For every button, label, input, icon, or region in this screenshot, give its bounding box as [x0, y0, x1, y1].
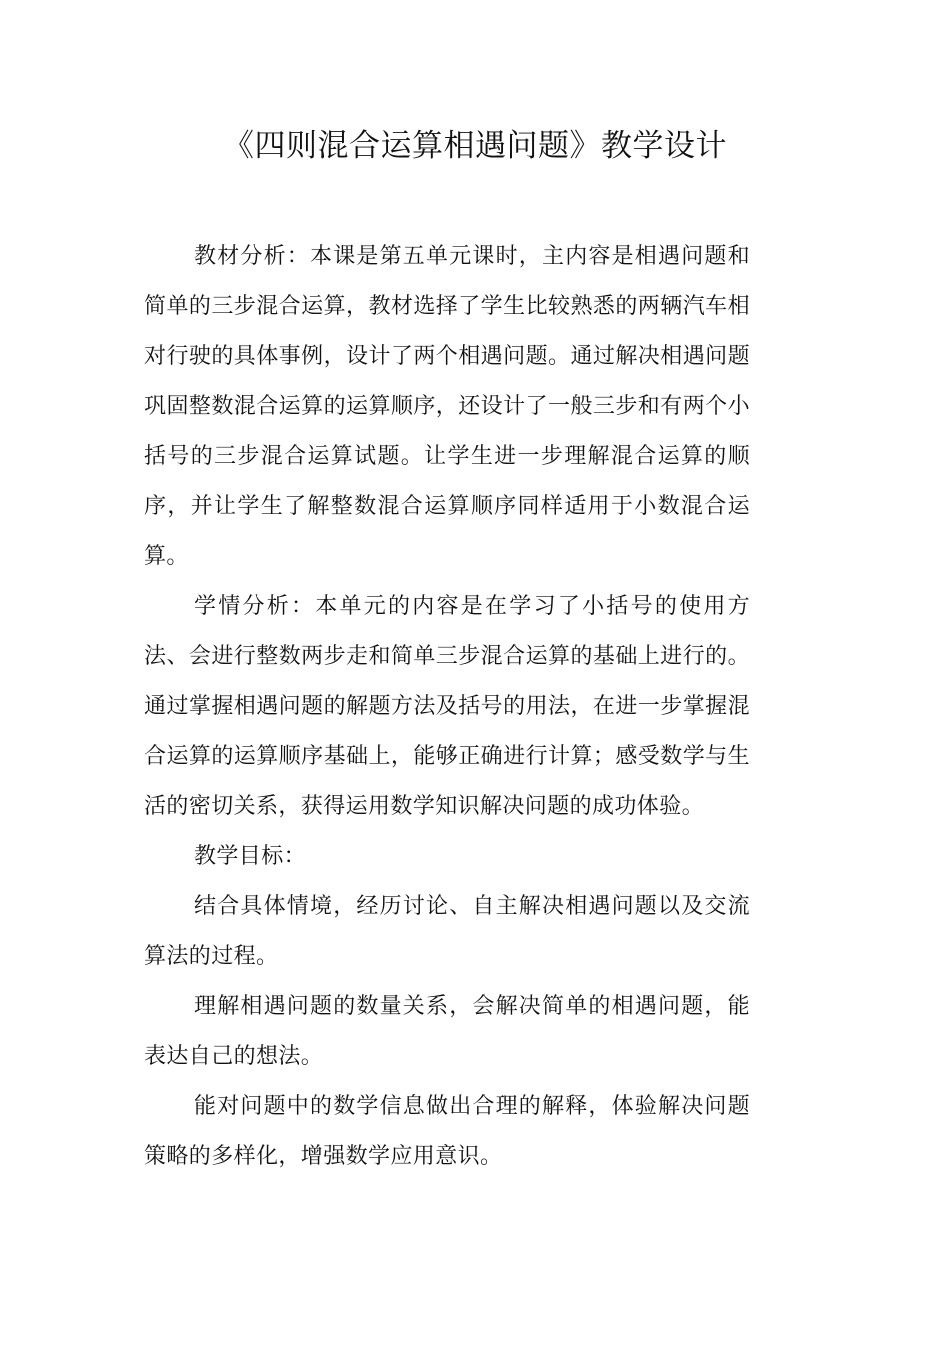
document-body: [144, 232, 750, 1182]
paragraph-teaching-goals-heading: 教学目标：: [194, 844, 307, 869]
paragraph-goal-3: 能对问题中的数学信息做出合理的解释，体验解决问题策略的多样化，增强数学应用意识。: [144, 1094, 750, 1169]
paragraph-goal-2: 理解相遇问题的数量关系，会解决简单的相遇问题，能表达自己的想法。: [144, 994, 750, 1069]
paragraph-learner-analysis: 学情分析：本单元的内容是在学习了小括号的使用方法、会进行整数两步走和简单三步混合运算的基础上进行的。通过掌握相遇问题的解题方法及括号的用法，在进一步掌握混合运算的运算顺序基础上，能够正确进行计算；感受数学与生活的密切关系，获得运用数学知识解决问题的成功体验。: [144, 594, 750, 819]
paragraph-goal-1: 结合具体情境，经历讨论、自主解决相遇问题以及交流算法的过程。: [144, 894, 750, 969]
document-title: 《四则混合运算相遇问题》教学设计: [223, 128, 727, 164]
paragraph-textbook-analysis: 教材分析：本课是第五单元课时，主内容是相遇问题和简单的三步混合运算，教材选择了学生比较熟悉的两辆汽车相对行驶的具体事例，设计了两个相遇问题。通过解决相遇问题巩固整数混合运算的运算顺序，还设计了一般三步和有两个小括号的三步混合运算试题。让学生进一步理解混合运算的顺序，并让学生了解整数混合运算顺序同样适用于小数混合运算。: [144, 244, 750, 569]
